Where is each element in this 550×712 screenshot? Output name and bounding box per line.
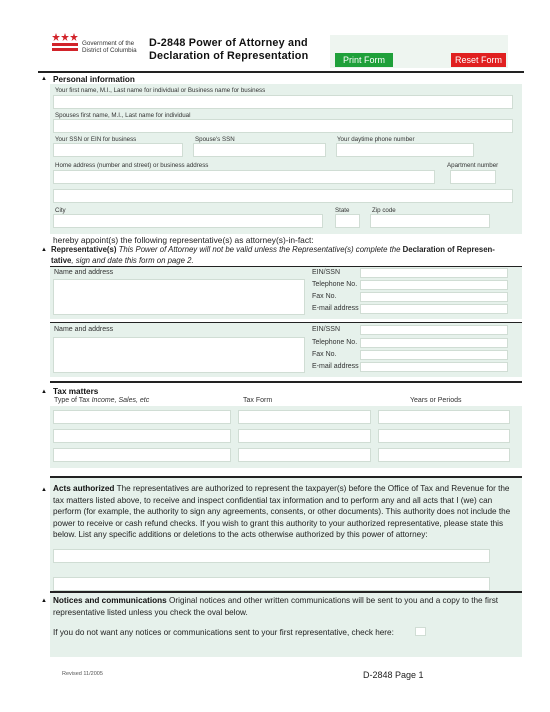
rep1-fax-label: Fax No. (312, 293, 337, 300)
revised-date: Revised 11/2005 (62, 671, 103, 677)
ssn-field[interactable] (53, 143, 183, 157)
page-number: D-2848 Page 1 (363, 670, 424, 680)
tax-form-label: Tax Form (243, 397, 273, 404)
spouse-ssn-label: Spouse's SSN (195, 136, 235, 143)
rep2-tel-label: Telephone No. (312, 339, 358, 346)
section-marker-icon: ▲ (41, 247, 47, 253)
header-divider (38, 71, 524, 73)
spouse-ssn-field[interactable] (193, 143, 326, 157)
phone-label: Your daytime phone number (337, 136, 415, 143)
personal-info-heading: Personal information (53, 75, 135, 84)
rep2-name-label: Name and address (54, 326, 114, 333)
rep1-ein-label: EIN/SSN (312, 269, 341, 276)
reset-form-button[interactable]: Reset Form (451, 53, 506, 67)
notices-text (53, 595, 519, 618)
spouse-name-label: Spouses first name, M.I., Last name for individual (55, 112, 191, 119)
rep2-email-field[interactable] (360, 362, 508, 372)
tax-type-example: Income, Sales, etc (89, 397, 150, 404)
form-title-line1: D-2848 Power of Attorney and (149, 37, 308, 49)
address-line2-field[interactable] (53, 189, 513, 203)
rep2-name-field[interactable] (53, 337, 305, 373)
acts-heading: Acts authorized (53, 484, 115, 493)
first-name-label: Your first name, M.I., Last name for individual or Business name for business (55, 87, 266, 94)
rep1-fax-field[interactable] (360, 292, 508, 302)
rep1-ein-field[interactable] (360, 268, 508, 278)
acts-body: The representatives are authorized to represent the taxpayer(s) before the Office of Tax and Revenue for the tax matters listed above, to receive and inspect confidential tax information and to perform any and all acts that I (we) can perform (for example, the authority to sign any agreements, consents, or other documents). This authority does not include the power to receive or cash refund checks. If you wish to grant this authority to your authorized representative, please state this below. List any specific additions or deletions to the acts otherwise authorized by this power of attorney: (53, 484, 511, 540)
years-label: Years or Periods (410, 397, 462, 404)
rep1-email-field[interactable] (360, 304, 508, 314)
tax-type-field-2[interactable] (53, 429, 231, 443)
logo-text-line2: District of Columbia (82, 47, 137, 54)
tax-form-field-3[interactable] (238, 448, 371, 462)
rep1-name-label: Name and address (54, 269, 114, 276)
apartment-field[interactable] (450, 170, 496, 184)
phone-field[interactable] (336, 143, 474, 157)
state-field[interactable] (335, 214, 360, 228)
tax-form-field-1[interactable] (238, 410, 371, 424)
rep2-ein-label: EIN/SSN (312, 326, 341, 333)
no-notices-checkbox[interactable] (415, 627, 426, 636)
state-label: State (335, 207, 350, 214)
section-marker-icon: ▲ (41, 76, 47, 82)
representative-instructions (51, 245, 521, 266)
rep1-name-field[interactable] (53, 279, 305, 315)
rep2-ein-field[interactable] (360, 325, 508, 335)
rep2-email-label: E-mail address (312, 363, 359, 370)
rep2-fax-label: Fax No. (312, 351, 337, 358)
ssn-label: Your SSN or EIN for business (55, 136, 137, 143)
rep1-tel-label: Telephone No. (312, 281, 358, 288)
address-field[interactable] (53, 170, 435, 184)
tax-divider (50, 381, 522, 383)
acts-field-1[interactable] (53, 549, 490, 563)
rep-text2: , sign and date this form on page 2. (71, 255, 194, 265)
section-marker-icon: ▲ (41, 487, 47, 493)
rep2-tel-field[interactable] (360, 338, 508, 348)
tax-type-field-1[interactable] (53, 410, 231, 424)
acts-field-2[interactable] (53, 577, 490, 591)
spouse-name-field[interactable] (53, 119, 513, 133)
form-title-line2: Declaration of Representation (149, 50, 309, 62)
tax-type-field-3[interactable] (53, 448, 231, 462)
zip-label: Zip code (372, 207, 396, 214)
years-field-2[interactable] (378, 429, 510, 443)
years-field-1[interactable] (378, 410, 510, 424)
apartment-label: Apartment number (447, 162, 499, 169)
tax-type-text: Type of Tax (54, 397, 90, 404)
first-name-field[interactable] (53, 95, 513, 109)
dc-flag-icon (52, 33, 78, 53)
city-field[interactable] (53, 214, 323, 228)
rep-heading: Representative(s) (51, 245, 117, 254)
tax-form-field-2[interactable] (238, 429, 371, 443)
years-field-3[interactable] (378, 448, 510, 462)
rep-declaration-bold2: tative (51, 255, 72, 265)
tax-matters-heading: Tax matters (53, 387, 99, 396)
rep2-fax-field[interactable] (360, 350, 508, 360)
no-notices-instruction: If you do not want any notices or communications sent to your first representative, check here: (53, 628, 394, 637)
print-form-button[interactable]: Print Form (335, 53, 393, 67)
rep-declaration-bold: Declaration of Represen- (402, 245, 495, 254)
zip-field[interactable] (370, 214, 490, 228)
dc-logo (52, 33, 78, 53)
logo-text-line1: Government of the (82, 40, 135, 47)
notices-body: Original notices and other written communications will be sent to you and a copy to the first representative listed unless you check the oval below. (53, 596, 499, 617)
section-marker-icon: ▲ (41, 389, 47, 395)
acts-authorized-text (53, 483, 519, 541)
rep1-email-label: E-mail address (312, 305, 359, 312)
rep1-tel-field[interactable] (360, 280, 508, 290)
notices-heading: Notices and communications (53, 596, 167, 605)
appoint-intro: hereby appoint(s) the following representative(s) as attorney(s)-in-fact: (53, 235, 314, 245)
tax-type-label (54, 397, 149, 404)
rep-text: This Power of Attorney will not be valid unless the Representative(s) complete the (116, 245, 403, 254)
address-label: Home address (number and street) or business address (55, 162, 209, 169)
section-marker-icon: ▲ (41, 598, 47, 604)
city-label: City (55, 207, 66, 214)
